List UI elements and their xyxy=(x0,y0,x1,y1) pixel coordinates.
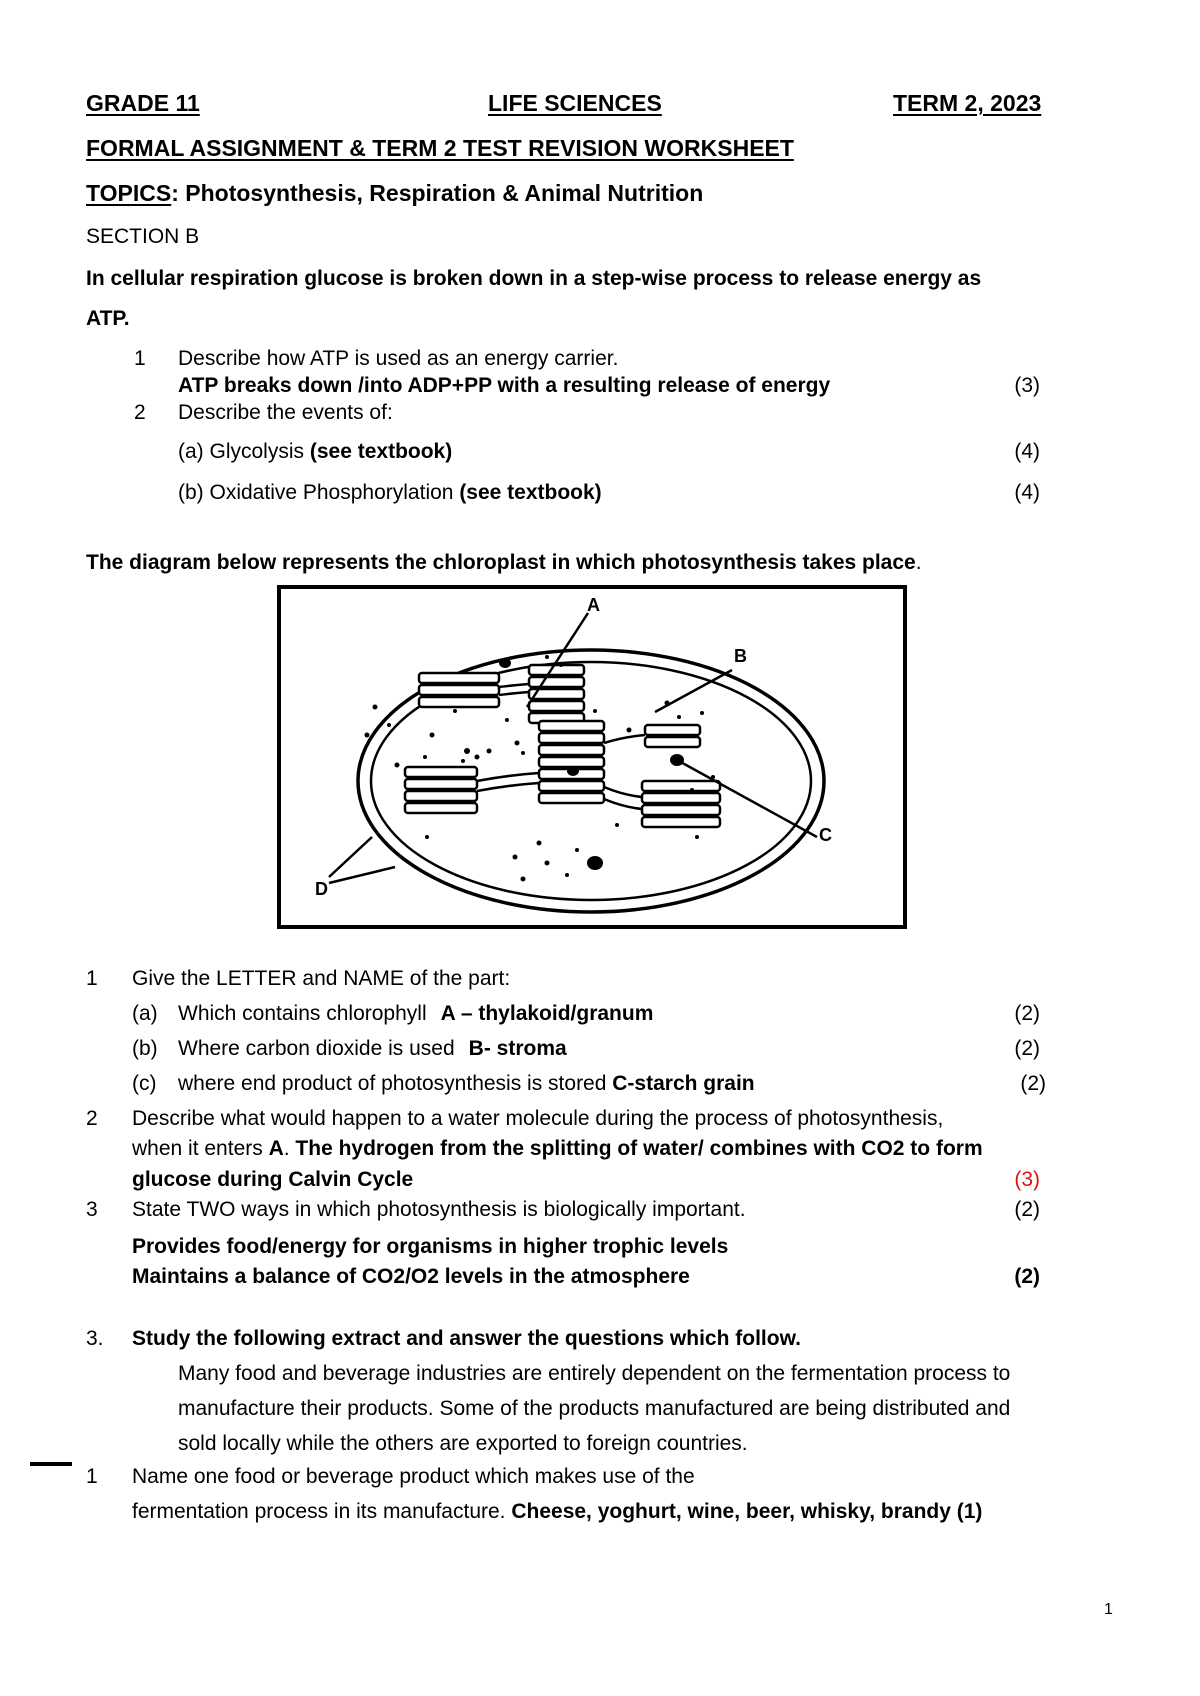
resp-q1-text: Describe how ATP is used as an energy carrier. xyxy=(178,347,619,370)
respiration-intro-line1: In cellular respiration glucose is broken down in a step-wise process to release energy as xyxy=(86,267,982,290)
topics-text: : Photosynthesis, Respiration & Animal Nutrition xyxy=(171,180,704,206)
term-heading: TERM 2, 2023 xyxy=(893,90,1042,116)
section-heading: SECTION B xyxy=(86,225,200,248)
resp-q2a-text: (a) Glycolysis xyxy=(178,440,310,463)
resp-q2-text: Describe the events of: xyxy=(178,401,393,424)
ps-q2-dot: . xyxy=(283,1137,296,1160)
topics-label: TOPICS xyxy=(86,180,172,206)
subject-heading: LIFE SCIENCES xyxy=(488,90,662,116)
ps-q1b-answer: B- stroma xyxy=(468,1037,567,1060)
worksheet-title: FORMAL ASSIGNMENT & TERM 2 TEST REVISION WORKSHEET xyxy=(86,135,794,161)
ferm-q1-number: 1 xyxy=(86,1465,98,1488)
diagram-intro xyxy=(86,552,922,573)
ferm-extract-line1: Many food and beverage industries are entirely dependent on the fermentation process to xyxy=(178,1362,1011,1385)
ps-q1b-label: (b) xyxy=(132,1037,158,1060)
ferm-q1-text: fermentation process in its manufacture. xyxy=(132,1500,512,1523)
ps-q3-answer-marks: (2) xyxy=(1014,1265,1040,1288)
ps-q1b-marks: (2) xyxy=(1014,1037,1040,1060)
ps-q3-answer1: Provides food/energy for organisms in higher trophic levels xyxy=(132,1235,729,1258)
ps-q1c-answer: C-starch grain xyxy=(612,1072,755,1095)
resp-q1-number: 1 xyxy=(134,347,146,370)
ps-q1a-text: Which contains chlorophyll xyxy=(178,1002,427,1025)
resp-q2a-marks: (4) xyxy=(1014,440,1040,463)
ps-q2-letter: A xyxy=(268,1137,284,1160)
ps-q3-number: 3 xyxy=(86,1198,98,1221)
ferm-q1-answer: Cheese, yoghurt, wine, beer, whisky, brandy (1) xyxy=(511,1500,983,1523)
topics-line xyxy=(86,182,703,205)
ps-q1c-marks: (2) xyxy=(1020,1072,1046,1095)
resp-q2a-answer: (see textbook) xyxy=(309,440,453,463)
ps-q1a xyxy=(178,1003,653,1024)
ps-q1-number: 1 xyxy=(86,967,98,990)
ps-q1c xyxy=(178,1073,755,1094)
ferm-extract-line2: manufacture their products. Some of the products manufactured are being distributed and xyxy=(178,1397,1011,1420)
ps-q3-marks: (2) xyxy=(1014,1198,1040,1221)
ferm-number: 3. xyxy=(86,1327,104,1350)
chloroplast-diagram xyxy=(277,585,907,929)
resp-q1-marks: (3) xyxy=(1014,374,1040,397)
ps-q3-answer2: Maintains a balance of CO2/O2 levels in the atmosphere xyxy=(132,1265,690,1288)
diagram-label-c: C xyxy=(819,825,832,845)
diagram-label-a: A xyxy=(587,595,600,615)
ps-q2-line2 xyxy=(132,1138,983,1159)
diagram-intro-end: . xyxy=(915,551,922,574)
ps-q2-line2-text: when it enters xyxy=(132,1137,269,1160)
ferm-q1-line1: Name one food or beverage product which makes use of the xyxy=(132,1465,695,1488)
ps-q2-answer: The hydrogen from the splitting of water/ combines with CO2 to form xyxy=(295,1137,983,1160)
ps-q3-text: State TWO ways in which photosynthesis is biologically important. xyxy=(132,1198,746,1221)
diagram-label-d: D xyxy=(315,879,328,899)
ferm-extract-line3: sold locally while the others are exported to foreign countries. xyxy=(178,1432,748,1455)
ps-q1c-label: (c) xyxy=(132,1072,157,1095)
diagram-intro-text: The diagram below represents the chloroplast in which photosynthesis takes place xyxy=(86,551,916,574)
margin-mark xyxy=(30,1462,72,1466)
resp-q2a xyxy=(178,441,452,462)
diagram-label-b: B xyxy=(734,646,747,666)
ps-q2-number: 2 xyxy=(86,1107,98,1130)
ps-q1a-answer: A – thylakoid/granum xyxy=(440,1002,654,1025)
ferm-q1-line2 xyxy=(132,1501,982,1522)
ps-q1b-text: Where carbon dioxide is used xyxy=(178,1037,455,1060)
ps-q1a-label: (a) xyxy=(132,1002,158,1025)
respiration-intro-line2: ATP. xyxy=(86,307,130,330)
ps-q1b xyxy=(178,1038,567,1059)
ps-q1c-text: where end product of photosynthesis is stored xyxy=(178,1072,613,1095)
ps-q2-line1: Describe what would happen to a water molecule during the process of photosynthesis, xyxy=(132,1107,944,1130)
resp-q2b-answer: (see textbook) xyxy=(459,481,602,504)
resp-q2b-text: (b) Oxidative Phosphorylation xyxy=(178,481,460,504)
resp-q1-answer: ATP breaks down /into ADP+PP with a resulting release of energy xyxy=(178,374,831,397)
grade-heading: GRADE 11 xyxy=(86,90,200,116)
ps-q1a-marks: (2) xyxy=(1014,1002,1040,1025)
resp-q2b xyxy=(178,482,602,503)
ps-q2-answer-line2: glucose during Calvin Cycle xyxy=(132,1168,414,1191)
resp-q2b-marks: (4) xyxy=(1014,481,1040,504)
ps-q2-marks: (3) xyxy=(1014,1168,1040,1191)
page-number: 1 xyxy=(1104,1601,1113,1618)
ferm-instruction: Study the following extract and answer the questions which follow. xyxy=(132,1327,801,1350)
resp-q2-number: 2 xyxy=(134,401,146,424)
ps-q1-text: Give the LETTER and NAME of the part: xyxy=(132,967,511,990)
